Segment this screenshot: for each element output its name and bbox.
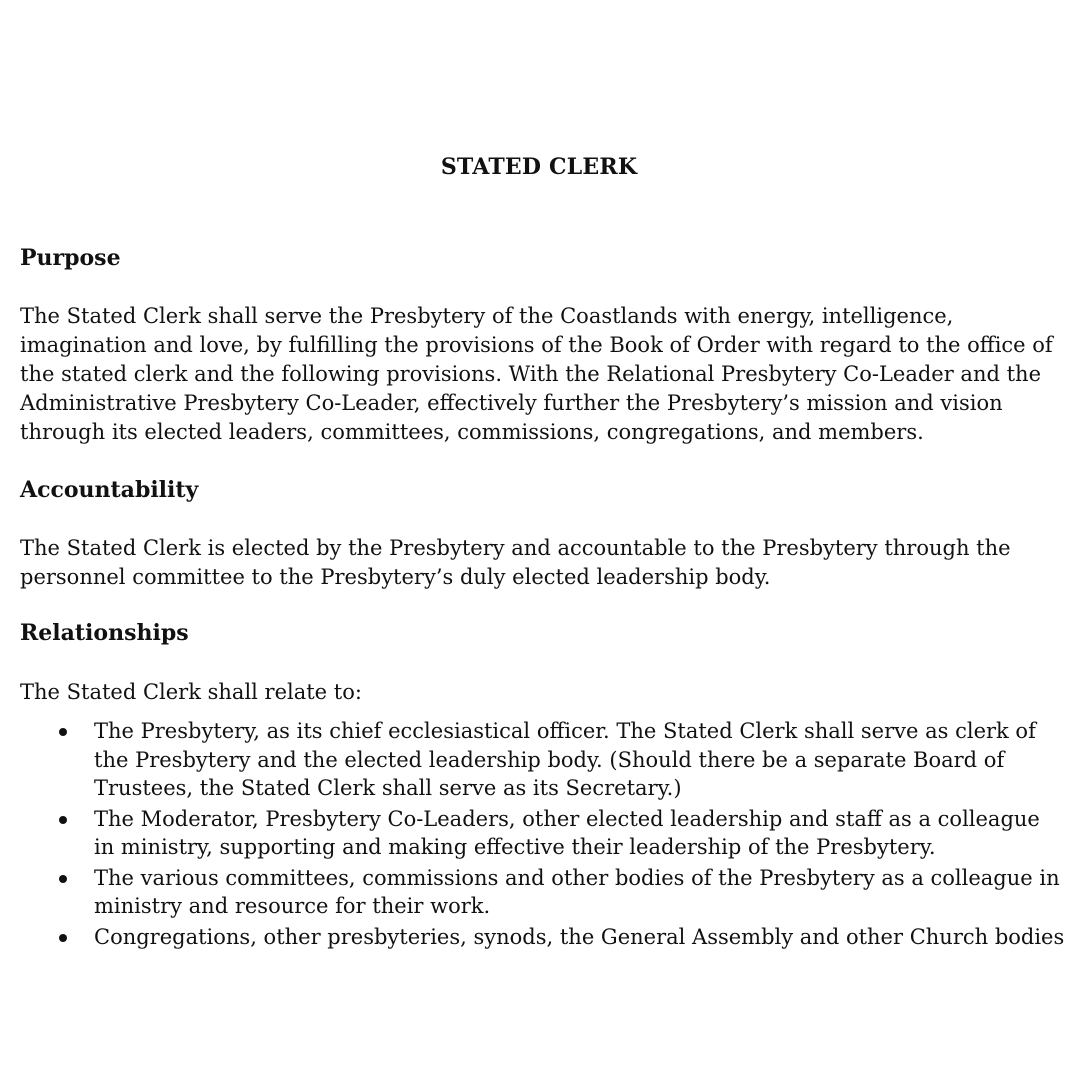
list-item [20,864,1065,921]
relationships-intro: The Stated Clerk shall relate to: [20,680,362,704]
relationships-list [20,717,1065,953]
bullet-icon [59,728,67,736]
list-item-text: The Presbytery, as its chief ecclesiastical officer. The Stated Clerk shall serve as clerk of the Presbytery and the elected leadership body. (Should there be a separate Board of Trustees, the Stated Clerk shall serve as its Secretary.) [94,719,1036,800]
bullet-icon [59,875,67,883]
list-item [20,923,1065,952]
purpose-heading: Purpose [20,245,121,271]
list-item [20,805,1065,862]
bullet-icon [59,934,67,942]
purpose-paragraph: The Stated Clerk shall serve the Presbytery of the Coastlands with energy, intelligence, imagination and love, by fulfilling the provisions of the Book of Order with regard to the office of the stated clerk and the following provisions. With the Relational Presbytery Co-Leader and the Administrative Presbytery Co-Leader, effectively further the Presbytery’s mission and vision through its elected leaders, committees, commissions, congregations, and members. [20,304,1053,444]
bullet-icon [59,816,67,824]
document-title: STATED CLERK [440,154,638,180]
list-item-text: Congregations, other presbyteries, synods, the General Assembly and other Church bodies [94,924,1065,949]
list-item [20,717,1065,803]
relationships-heading: Relationships [20,620,189,646]
accountability-paragraph: The Stated Clerk is elected by the Presbytery and accountable to the Presbytery through the personnel committee to the Presbytery’s duly elected leadership body. [20,536,1011,589]
accountability-heading: Accountability [20,477,199,503]
list-item-text: The Moderator, Presbytery Co-Leaders, other elected leadership and staff as a colleague in ministry, supporting and making effective their leadership of the Presbytery. [94,806,1040,859]
list-item-text: The various committees, commissions and other bodies of the Presbytery as a colleague in ministry and resource for their work. [94,865,1060,918]
